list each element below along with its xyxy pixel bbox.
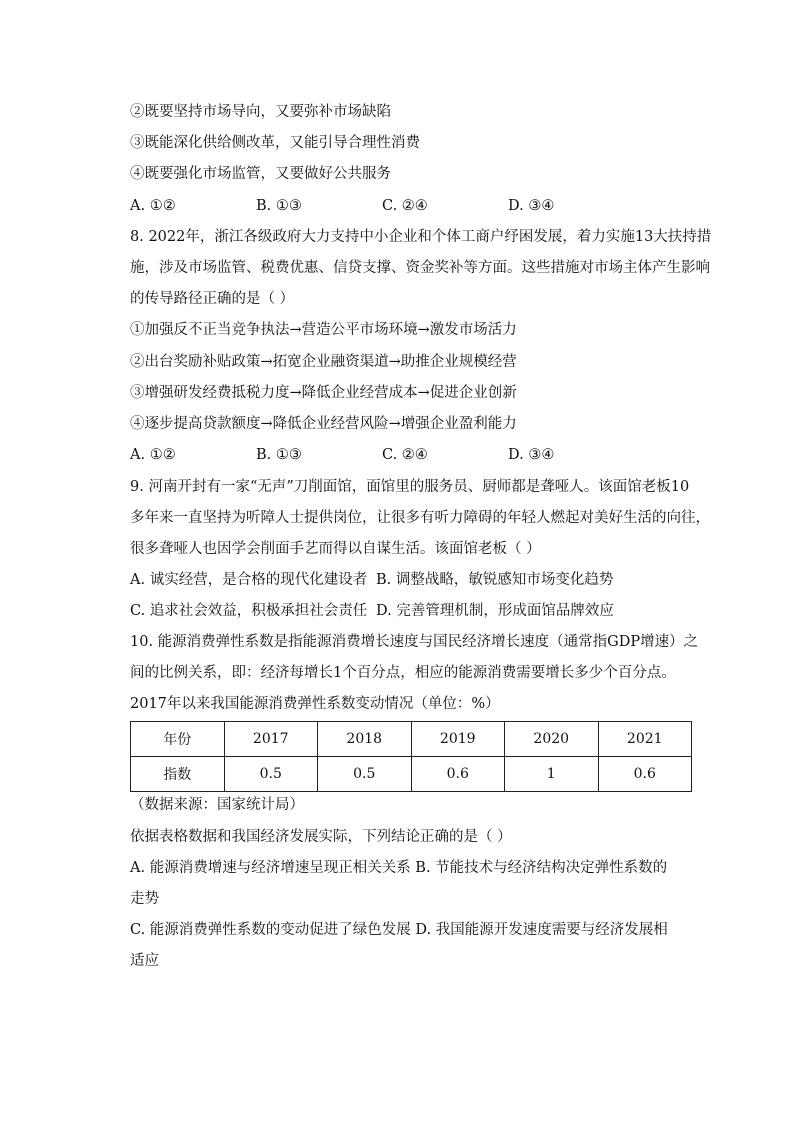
q8-stem-line-1: 8. 2022年，浙江各级政府大力支持中小企业和个体工商户纾困发展，着力实施13大扶持措: [130, 229, 712, 245]
q7-option-d: D. ③④: [508, 198, 555, 214]
table-cell: 2018: [318, 722, 412, 757]
q8-option-b: B. ①③: [256, 447, 302, 463]
table-cell: 0.5: [224, 757, 318, 792]
q7-statement-3: ③既能深化供给侧改革，又能引导合理性消费: [130, 135, 420, 151]
q10-options-cd-line-2: 适应: [130, 953, 159, 969]
q9-stem-line-1: 9. 河南开封有一家“无声”刀削面馆，面馆里的服务员、厨师都是聋哑人。该面馆老板10: [130, 479, 690, 495]
q9-option-d: D. 完善管理机制，形成面馆品牌效应: [376, 603, 614, 619]
energy-elasticity-table: [130, 721, 692, 792]
q7-option-b: B. ①③: [256, 198, 302, 214]
data-source: （数据来源：国家统计局）: [130, 797, 304, 813]
table-cell: 0.6: [598, 757, 692, 792]
table-cell: 2017: [224, 722, 318, 757]
q7-option-c: C. ②④: [382, 198, 428, 214]
table-row: [131, 757, 692, 792]
q8-option-c: C. ②④: [382, 447, 428, 463]
q10-stem-line-1: 10. 能源消费弹性系数是指能源消费增长速度与国民经济增长速度（通常指GDP增速）之: [130, 634, 699, 650]
q8-stem-line-2: 施，涉及市场监管、税费优惠、信贷支撑、资金奖补等方面。这些措施对市场主体产生影响: [130, 260, 710, 276]
q8-statement-4: ④逐步提高贷款额度→降低企业经营风险→增强企业盈利能力: [130, 416, 517, 432]
table-header-cell: 年份: [131, 722, 225, 757]
q7-option-a: A. ①②: [130, 198, 176, 214]
q8-option-d: D. ③④: [508, 447, 555, 463]
table-cell: 2021: [598, 722, 692, 757]
table-caption: 2017年以来我国能源消费弹性系数变动情况（单位：%）: [130, 696, 500, 712]
q8-statement-2: ②出台奖励补贴政策→拓宽企业融资渠道→助推企业规模经营: [130, 354, 517, 370]
table-cell: 1: [505, 757, 599, 792]
q10-options-ab-line-2: 走势: [130, 891, 159, 907]
q7-statement-4: ④既要强化市场监管，又要做好公共服务: [130, 166, 391, 182]
table-cell: 0.5: [318, 757, 412, 792]
q8-statement-1: ①加强反不正当竞争执法→营造公平市场环境→激发市场活力: [130, 322, 517, 338]
q8-option-a: A. ①②: [130, 447, 176, 463]
table-cell: 2020: [505, 722, 599, 757]
q9-option-a: A. 诚实经营，是合格的现代化建设者: [130, 572, 368, 588]
q9-option-b: B. 调整战略，敏锐感知市场变化趋势: [376, 572, 614, 588]
q8-statement-3: ③增强研发经费抵税力度→降低企业经营成本→促进企业创新: [130, 385, 517, 401]
q10-stem-line-3: 依据表格数据和我国经济发展实际，下列结论正确的是（ ）: [130, 829, 512, 845]
table-row: [131, 722, 692, 757]
q8-stem-line-3: 的传导路径正确的是（ ）: [130, 291, 295, 307]
q7-statement-2: ②既要坚持市场导向，又要弥补市场缺陷: [130, 104, 391, 120]
q10-options-ab-line-1: A. 能源消费增速与经济增速呈现正相关关系 B. 节能技术与经济结构决定弹性系数的: [130, 860, 668, 876]
table-cell: 2019: [411, 722, 505, 757]
q10-options-cd-line-1: C. 能源消费弹性系数的变动促进了绿色发展 D. 我国能源开发速度需要与经济发展相: [130, 922, 668, 938]
q9-option-c: C. 追求社会效益，积极承担社会责任: [130, 603, 368, 619]
table-cell: 0.6: [411, 757, 505, 792]
q9-stem-line-3: 很多聋哑人也因学会削面手艺而得以自谋生活。该面馆老板（ ）: [130, 541, 541, 557]
q9-stem-line-2: 多年来一直坚持为听障人士提供岗位，让很多有听力障碍的年轻人燃起对美好生活的向往，: [130, 510, 710, 526]
q10-stem-line-2: 间的比例关系，即：经济每增长1个百分点，相应的能源消费需要增长多少个百分点。: [130, 665, 676, 681]
table-header-cell: 指数: [131, 757, 225, 792]
